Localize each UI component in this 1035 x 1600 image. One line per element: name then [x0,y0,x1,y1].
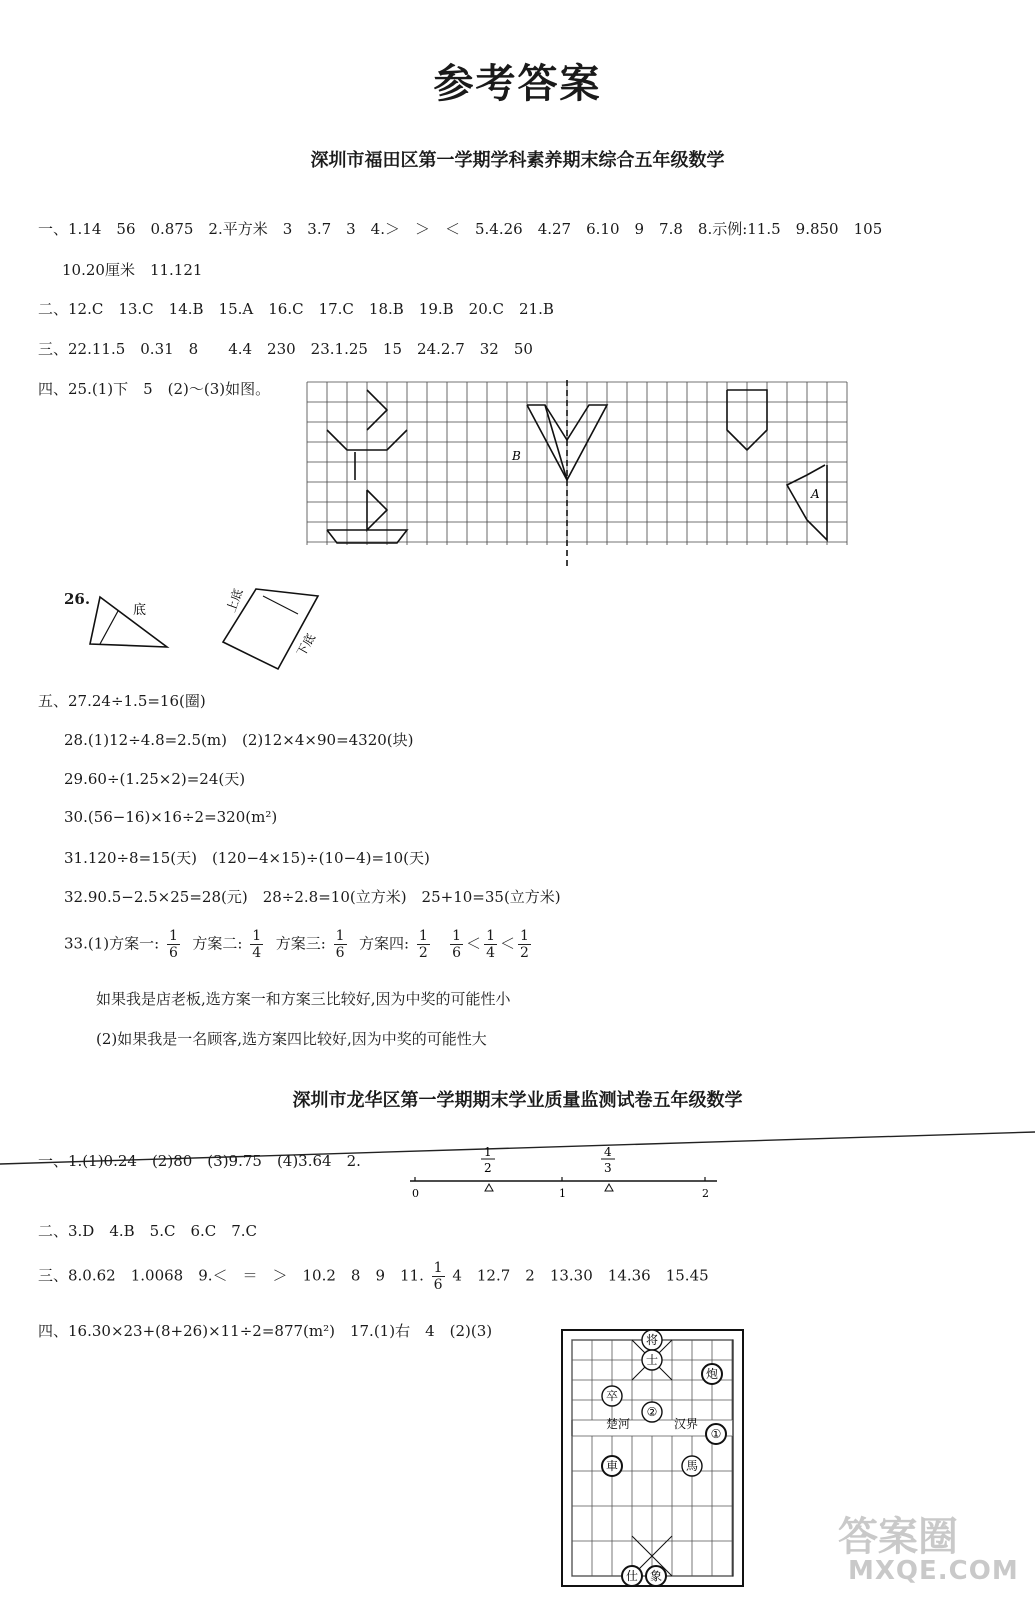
frac-den: 6 [168,945,178,961]
nl-tick-1: 1 [559,1187,566,1200]
frac-num: 1 [520,928,529,944]
trapezoid-top-label: 上底 [224,586,246,615]
q25-grid-figure [305,380,855,570]
chess-river-chu: 楚河 [605,1417,631,1431]
s1-row5: 四、25.(1)下 5 (2)～(3)如图。 [38,380,271,398]
s2-row4: 四、16.30×23+(8+26)×11÷2=877(m²) 17.(1)右 4 (2)(3) [38,1322,493,1340]
cmp-frac-1-2 [518,928,531,961]
s1-row6: 五、27.24÷1.5=16(圈) [38,692,206,710]
chess-board-figure [560,1328,745,1588]
chess-bottom-right: 象 [649,1569,663,1583]
lt-sign: ＜ [466,934,482,953]
nl-half-den: 2 [484,1161,492,1175]
frac-1-6 [167,928,180,961]
nl-43-den: 3 [604,1161,612,1175]
s2-row2: 二、3.D 4.B 5.C 6.C 7.C [38,1222,258,1240]
s2-row1: 一、1.(1)0.24 (2)80 (3)9.75 (4)3.64 2. [38,1152,361,1170]
frac-num: 1 [486,928,495,944]
s2-row3-suffix: 4 12.7 2 13.30 14.36 15.45 [452,1266,709,1285]
frac-num: 1 [452,928,462,944]
frac-num: 1 [433,1260,443,1276]
frac-num: 1 [418,928,428,944]
page-title: 参考答案 [433,60,602,107]
number-line [405,1145,725,1205]
s1-row3: 二、12.C 13.C 14.B 15.A 16.C 17.C 18.B 19.B 20.C 21.B [38,300,554,318]
q26-number: 26. [64,590,91,608]
s1-row4: 三、22.11.5 0.31 8 4.4 230 23.1.25 15 24.2.7 32 50 [38,340,533,358]
chess-marker-two: ② [646,1405,658,1419]
s1-row11: 32.90.5−2.5×25=28(元) 28÷2.8=10(立方米) 25+10=35(立方米) [64,888,561,906]
q33-row [64,928,534,961]
nl-tick-2: 2 [702,1187,709,1200]
chess-general: 将 [645,1333,659,1347]
q26-trapezoid [218,584,328,674]
s1-row1: 一、1.14 56 0.875 2.平方米 3 3.7 3 4.＞ ＞ ＜ 5.4.26 4.27 6.10 9 7.8 8.示例:11.5 9.850 105 [38,220,883,238]
section2-title: 深圳市龙华区第一学期期末学业质量监测试卷五年级数学 [292,1090,743,1111]
nl-43-num: 4 [604,1145,612,1159]
q33-plan2: 方案二: [192,934,243,953]
frac-den: 4 [486,945,495,961]
s1-row10: 31.120÷8=15(天) (120−4×15)÷(10−4)=10(天) [64,849,430,867]
s1-row13: (2)如果我是一名顾客,选方案四比较好,因为中奖的可能性大 [96,1030,487,1048]
q26-triangle [85,592,180,652]
frac-den: 6 [452,945,462,961]
frac-1-6b [334,928,347,961]
frac-den: 4 [252,945,262,961]
s2-row3 [38,1260,709,1293]
s1-row8: 29.60÷(1.25×2)=24(天) [64,770,246,788]
nl-tick-0: 0 [412,1187,419,1200]
frac-num: 1 [335,928,345,944]
s1-row9: 30.(56−16)×16÷2=320(m²) [64,808,278,826]
grid-label-a: A [811,487,820,501]
frac-1-4 [250,928,263,961]
q33-plan3: 方案三: [275,934,326,953]
triangle-base-label: 底 [133,603,147,618]
chess-cannon: 炮 [705,1367,719,1381]
chess-right-piece: 馬 [685,1459,699,1473]
frac-num: 1 [168,928,178,944]
frac-den: 2 [418,945,428,961]
trapezoid-bottom-label: 下底 [293,631,319,659]
frac-num: 1 [252,928,262,944]
s1-row2: 10.20厘米 11.121 [62,261,203,279]
q33-plan4: 方案四: [359,934,410,953]
cmp-frac-1-4 [484,928,497,961]
chess-marker-one: ① [710,1427,722,1441]
s1-row7: 28.(1)12÷4.8=2.5(m) (2)12×4×90=4320(块) [64,731,414,749]
grid-label-b: B [512,449,521,463]
chess-river-han: 汉界 [673,1417,699,1431]
chess-bottom-left: 仕 [625,1569,639,1583]
frac-den: 2 [520,945,529,961]
chess-left-piece: 車 [605,1459,619,1473]
lt-sign: ＜ [499,934,515,953]
nl-half-num: 1 [484,1145,492,1159]
chess-advisor: 士 [645,1353,659,1367]
frac-1-6-q11 [432,1260,445,1293]
q33-prefix: 33.(1)方案一: [64,934,160,953]
chess-soldier: 卒 [605,1389,619,1403]
cmp-frac-1-6 [450,928,463,961]
s2-row3-prefix: 三、8.0.62 1.0068 9.＜ ＝ ＞ 10.2 8 9 11. [38,1266,424,1285]
s1-row12: 如果我是店老板,选方案一和方案三比较好,因为中奖的可能性小 [96,990,511,1008]
watermark-logo: 答案圈 [838,1514,958,1560]
frac-1-2 [417,928,430,961]
watermark-url: MXQE.COM [848,1556,1019,1586]
frac-den: 6 [335,945,345,961]
frac-den: 6 [433,1277,443,1293]
section1-title: 深圳市福田区第一学期学科素养期末综合五年级数学 [310,150,725,171]
